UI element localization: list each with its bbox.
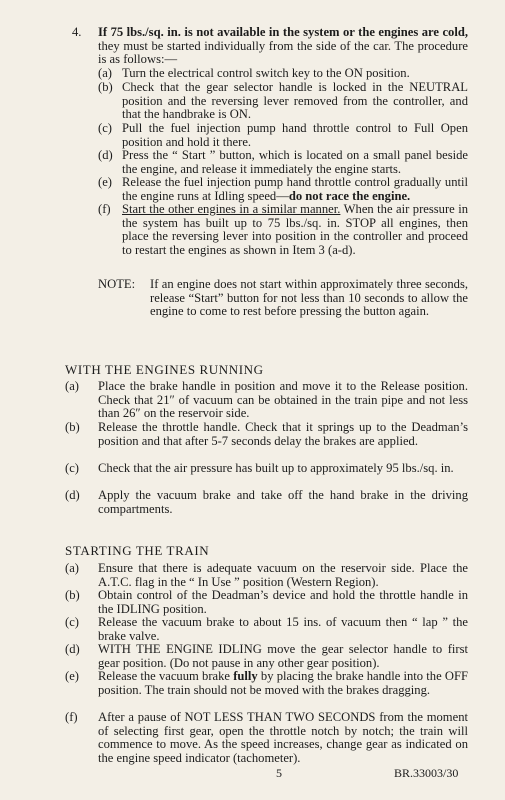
step-4f-text <box>122 203 468 257</box>
step-label: (d) <box>98 148 113 162</box>
starting-step-a-text: Ensure that there is adequate vacuum on the reservoir side. Place the A.T.C. flag in the “ In Use ” position (Western Region). <box>98 561 468 589</box>
item-4-intro-bold: If 75 lbs./sq. in. is not available in the system or the engines are cold, <box>98 25 468 39</box>
step-label: (a) <box>65 379 79 393</box>
starting-step-f-text: After a pause of NOT LESS THAN TWO SECONDS from the moment of selecting first gear, open the throttle notch by notch; the train will commence to move. As the speed increases, change gear as indicated on the engine speed indicator (tachometer). <box>98 710 468 765</box>
step-label: (c) <box>65 461 79 475</box>
starting-step-b-text: Obtain control of the Deadman’s device and hold the throttle handle in the IDLING position. <box>98 588 468 616</box>
step-4c-text: Pull the fuel injection pump hand throttle control to Full Open position and hold it there. <box>122 121 468 149</box>
running-step-a-text: Place the brake handle in position and move it to the Release position. Check that 21″ of vacuum can be obtained in the train pipe and not less than 26″ on the reservoir side. <box>98 379 468 421</box>
running-step-c-text: Check that the air pressure has built up to approximately 95 lbs./sq. in. <box>98 461 454 475</box>
step-label: (b) <box>65 588 80 602</box>
starting-step-c-text: Release the vacuum brake to about 15 ins. of vacuum then “ lap ” the brake valve. <box>98 615 468 643</box>
running-step-b-text: Release the throttle handle. Check that it springs up to the Deadman’s position and that after 5-7 seconds delay the brakes are applied. <box>98 420 468 448</box>
step-label: (f) <box>65 710 78 724</box>
starting-step-d-text: WITH THE ENGINE IDLING move the gear selector handle to first gear position. (Do not pause in any other gear position). <box>98 642 468 670</box>
step-label: (a) <box>65 561 79 575</box>
starting-step-e-text <box>98 670 468 697</box>
step-label: (a) <box>98 66 112 80</box>
note-text: If an engine does not start within approximately three seconds, release “Start” button for not less than 10 seconds to allow the engine to come to rest before pressing the button again. <box>150 277 468 319</box>
item-4-intro <box>98 26 468 67</box>
step-4b-text: Check that the gear selector handle is locked in the NEUTRAL position and the reversing lever removed from the controller, and that the handbrake is ON. <box>122 80 468 122</box>
step-label: (e) <box>65 669 79 683</box>
item-4-intro-rest: they must be started individually from the side of the car. The procedure is as follows:— <box>98 38 468 67</box>
item-number: 4. <box>72 25 82 39</box>
step-label: (d) <box>65 488 80 502</box>
starting-step-e-text-a: Release the vacuum brake <box>98 669 230 683</box>
step-label: (f) <box>98 202 111 216</box>
step-label: (d) <box>65 642 80 656</box>
step-4f-rest: When the air pressure in the system has built up to 75 lbs./sq. in. STOP all engines, then place the reversing lever into position in the controller and proceed to restart the engines as shown in Item 3 (a-d). <box>122 202 469 257</box>
starting-step-e-text-bold: fully <box>233 669 258 683</box>
starting-step-e-text-b: by placing the brake handle into the OFF position. The train should not be moved with the brakes dragging. <box>98 669 468 697</box>
step-label: (c) <box>65 615 79 629</box>
step-label: (e) <box>98 175 112 189</box>
step-label: (b) <box>98 80 113 94</box>
page-number: 5 <box>276 766 282 780</box>
step-4d-text: Press the “ Start ” button, which is located on a small panel beside the engine, and release it immediately the engine starts. <box>122 148 468 176</box>
step-4a-text: Turn the electrical control switch key to the ON position. <box>122 66 410 80</box>
running-step-d-text: Apply the vacuum brake and take off the hand brake in the driving compartments. <box>98 488 468 516</box>
step-4f-underlined: Start the other engines in a similar manner. <box>122 202 341 216</box>
section-heading: STARTING THE TRAIN <box>65 543 210 558</box>
step-4e-text <box>122 176 468 203</box>
step-label: (c) <box>98 121 112 135</box>
step-label: (b) <box>65 420 80 434</box>
document-reference: BR.33003/30 <box>394 766 459 780</box>
note-label: NOTE: <box>98 277 136 291</box>
step-4e-text-a: Release the fuel injection pump hand throttle control gradually until the engine runs at Idling speed— <box>122 175 468 203</box>
section-heading: WITH THE ENGINES RUNNING <box>65 362 264 377</box>
step-4e-text-bold: do not race the engine. <box>288 188 411 203</box>
